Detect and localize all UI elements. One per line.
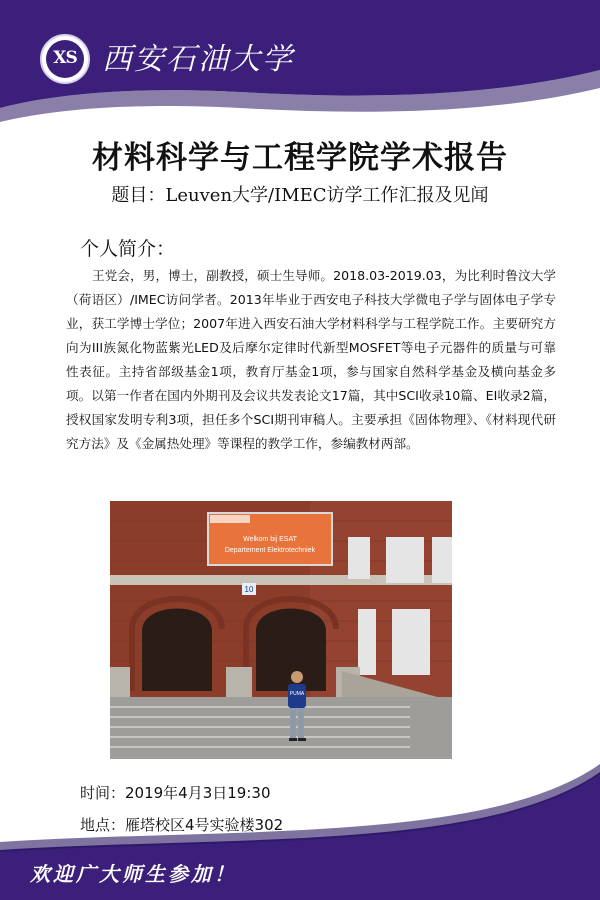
profile-heading: 个人简介： bbox=[80, 238, 176, 260]
banner-text-1: Welkom bij ESAT bbox=[243, 536, 297, 543]
page-title: 材料科学与工程学院学术报告 bbox=[92, 140, 508, 176]
door-number: 10 bbox=[244, 585, 254, 594]
welcome-message: 欢迎广大师生参加！ bbox=[30, 862, 237, 886]
event-time: 时间：2019年4月3日19:30 bbox=[80, 784, 271, 802]
logo-mark: XS bbox=[53, 48, 77, 68]
university-name: 西安石油大学 bbox=[102, 42, 294, 77]
profile-bio: 王党会，男，博士，副教授，硕士生导师。2018.03-2019.03，为比利时鲁汶大学（荷语区）/IMEC访问学者。2013年毕业于西安电子科技大学微电子学与固体电子学专业，获工学博士学位；2007年进入西安石油大学材料科学与工程学院工作。主要研究方向为III族氮化物蓝紫光LED及后摩尔定律时代新型MOSFET等电子元器件的质量与可靠性表征。主持省部级基金1项，教育厅基金1项，参与国家自然科学基金及横向基金多项。以第一作者在国内外期刊及会议共发表论文17篇，其中SCI收录10篇、EI收录2篇，授权国家发明专利3项，担任多个SCI期刊审稿人。主要承担《固体物理》、《材料现代研究方法》及《金属热处理》等课程的教学工作，参编教材两部。 bbox=[66, 268, 556, 451]
event-location: 地点：雁塔校区4号实验楼302 bbox=[80, 816, 284, 834]
university-logo bbox=[40, 34, 90, 84]
speaker-photo bbox=[110, 501, 452, 759]
header-banner bbox=[0, 0, 600, 135]
shirt-text: PUMA bbox=[289, 691, 305, 697]
banner-text-2: Departement Elektrotechniek bbox=[224, 547, 316, 554]
report-topic: 题目：Leuven大学/IMEC访学工作汇报及见闻 bbox=[111, 185, 489, 206]
